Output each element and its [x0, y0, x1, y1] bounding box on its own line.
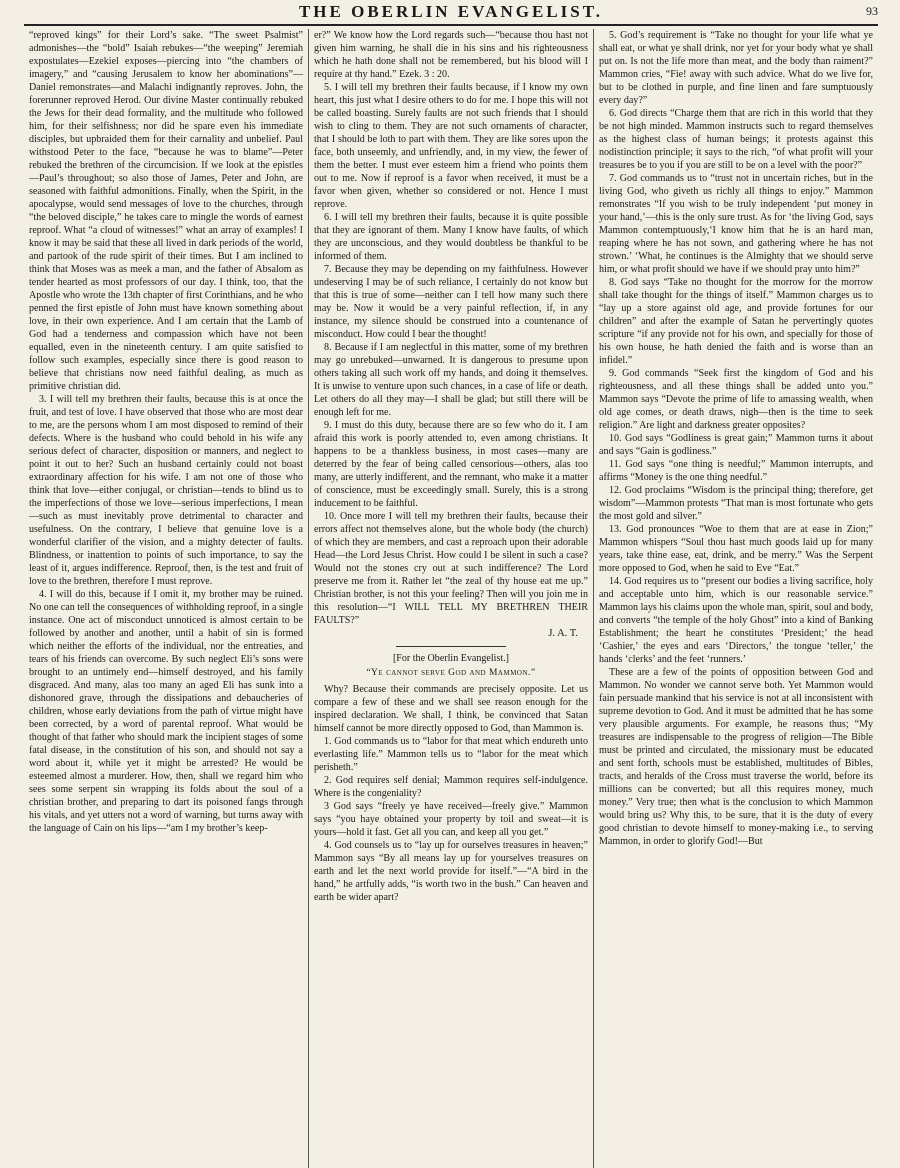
paragraph: 7. God commands us to “trust not in uncertain riches, but in the living God, who giveth us richly all things to enjoy.” Mammon remonstrates “If you wish to be truly independent ‘put money in your hand,’—this is the only sure trust. As for ‘the living God, says Mammon contemptuously,‘I know him that he is an hard man, reaping where he has not sown, and gathering where he has not strown.’ ‘What, he continues is the Almighty that we should serve him, or what profit should we have if we should pray unto him?” — [599, 173, 873, 275]
page-header — [24, 0, 878, 26]
column-1 — [24, 29, 308, 1168]
paragraph: er?” We know how the Lord regards such—“because thou hast not given him warning, he shall die in his sins and his righteousness which he hath done shall not be remembered, but his blood will I require at thy hand.” Ezek. 3 : 20. — [314, 30, 588, 80]
paragraph: These are a few of the points of opposition between God and Mammon. No wonder we cannot serve both. Yet Mammon would fain persuade mankind that his service is not at all inconsistent with supreme devotion to God. And it must be admitted that he has some very plausible arguments. For example, he reasons thus; “My treasures are indispensable to the progress of religion—The Bible must be printed and circulated, the missionary must be educated and sent forth, schools must be established, multitudes of Bibles, tracts, and heralds of the Cross must traverse the world, before its millions can be converted; but all this requires money, much money.” Very true; then what is the conclusion to which Mammon would bring us? Why this, to be sure, that it is the duty of every good christian to devote himself to money-making i.e., to serving Mammon, in order to glorify God!—But — [599, 667, 873, 847]
paragraph: 10. Once more I will tell my brethren their faults, because their errors affect not themselves alone, but the whole body (the church) of which they are members, and cast a reproach upon their adorable Head—the Lord Jesus Christ. How could I be silent in such a case? Would not the stones cry out at such indifference? The Lord preserve me from it. Rather let “the zeal of thy house eat me up.” Christian brother, is not this your feeling? Then will you join me in this resolution—“I WILL TELL MY BRETHREN THEIR FAULTS?” — [314, 511, 588, 626]
paragraph: 9. I must do this duty, because there are so few who do it. I am afraid this work is poorly attended to, even among christians. It happens to be a thankless business, in most cases—many are deterred by the fear of being called censorious—others, alas too many, are utterly indifferent, and the remnant, who make it a matter of conscience, must be exceedingly small. Surely, this is a strong inducement to be faithful. — [314, 420, 588, 509]
paragraph: “reproved kings” for their Lord’s sake. “The sweet Psalmist” admonishes—the “bold” Isaiah rebukes—“the weeping” Jeremiah expostulates—Ezekiel exposes—piercing into “the chambers of imagery,” and “causing Jerusalem to know her abominations”—Daniel remonstrates—and Malachi indignantly reproves. John, the forerunner reproved Herod. Our divine Master continually rebuked the Jews for their dead formality, and the multitude who followed him, for their selfishness; nor did he spare even his immediate disciples, but upbraided them for their carnality and unbelief. Paul withstood Peter to the face, “because he was to blame”—Peter rebuked the brethren of the circumcision. If we look at the epistles—Paul’s throughout; so also those of James, Peter and John, are seasoned with faithful admonitions. Finally, when the Spirit, in the apocalypse, would send messages of love to the churches, through “the beloved disciple,” he takes care to mingle the words of earnest reproof. What “a cloud of witnesses!” what an array of examples! I know it may be said that these all lived in dark periods of the world, and partook of the rude spirit of their times. But I am inclined to think that Moses was as meek a man, and the father of Absalom as tender hearted as most professors of our day. I think, too, that the Apostle who wrote the 13th chapter of first Corinthians, and he who penned the first epistle of John must have known something about love, in their own experience. And I am certain that the Lamb of God had a tenderness and compassion which have not been equalled, even in the nineteenth century. I am quite satisfied to follow such examples, especially since there is good reason to believe that christians now need faithful dealing, as much as primitive christian did. — [29, 30, 303, 392]
signature-text: J. A. T. — [548, 628, 578, 639]
column-3 — [593, 29, 878, 1168]
article-divider — [396, 646, 506, 647]
article-source: [For the Oberlin Evangelist.] — [392, 653, 510, 664]
paragraph: 1. God commands us to “labor for that meat which endureth unto everlasting life.” Mammon tells us to “labor for the meat which perisheth.” — [314, 736, 588, 773]
paragraph: 10. God says “Godliness is great gain;” Mammon turns it about and says “Gain is godliness.” — [599, 433, 873, 457]
paragraph: 5. I will tell my brethren their faults because, if I know my own heart, this just what I desire others to do for me. I hope this will not be called boasting. Surely faults are not such friends that I should wish to cling to them. They are not such ornaments of character, that I should be loth to part with them. They are like sores upon the face, both unseemly, and unfriendly, and, in my view, the fewer of them the better. I must ever esteem him a friend who points them out to me. Now if reproof is a favor when received, it must be a favor when given, whether so considered or not. Hence I must reprove. — [314, 82, 588, 210]
paragraph: 4. God counsels us to “lay up for ourselves treasures in heaven;” Mammon says “By all means lay up for yourselves treasures on earth and let the next world provide for itself.”—“A bird in the hand,” he artfully adds, “is worth two in the bush.” Can heaven and earth be wider apart? — [314, 840, 588, 903]
paragraph: 4. I will do this, because if I omit it, my brother may be ruined. No one can tell the consequences of withholding reproof, in a single instance. One act of misconduct unnoticed is almost certain to be followed by another and another, until a habit of sin is formed which neither the efforts of the individual, nor the entreaties, and tears of his friends can overcome. By such neglect Eli’s sons were brought to an untimely end—himself destroyed, and his family disgraced. And many, alas too many an aged Eli has sunk into a dishonored grave, through the dissipations and debaucheries of children, whose early deviations from the path of virtue might have been corrected, by a word of parental reproof. What would be thought of that father who should mark the incipient stages of some fatal disease, in the constitution of his son, and should not say a word about it, while yet it might be arrested? He would be esteemed almost a murderer. How, then, shall we regard him who sees some serpent sin wrapping its folds about the soul of a christian brother, and preparing to dart its poisoned fangs through his vitals, and yet utters not a word of warning, but turns away with the language of Cain on his lips—“am I my brother’s keep- — [29, 589, 303, 834]
paragraph: 9. God commands “Seek first the kingdom of God and his righteousness, and all these things shall be added unto you.” Mammon says “Devote the prime of life to amassing wealth, when old age comes, or death draws, nigh—then is the time to seek religion.” Are light and darkness greater opposites? — [599, 368, 873, 431]
paragraph: 3 God says “freely ye have received—freely give.” Mammon says “you haye obtained your property by toil and sweat—it is yours—hold it fast. Get all you can, and keep all you get.” — [314, 801, 588, 838]
paragraph: 11. God says “one thing is needful;” Mammon interrupts, and affirms “Money is the one thing needful.” — [599, 459, 873, 483]
article-title: “Ye cannot serve God and Mammon.” — [366, 668, 536, 678]
signature — [314, 627, 588, 640]
column-2 — [308, 29, 593, 1168]
columns — [24, 29, 878, 1168]
page-number: 93 — [866, 4, 878, 18]
paragraph: Why? Because their commands are precisely opposite. Let us compare a few of these and we shall see reason enough for the inspired declaration. We shall, I think, be convinced that Satan himself cannot be more directly opposed to God, than Mammon is. — [314, 684, 588, 734]
paragraph: 12. God proclaims “Wisdom is the principal thing; therefore, get wisdom”—Mammon protests “That man is most fortunate who gets the most gold and silver.” — [599, 485, 873, 522]
paragraph: 2. God requires self denial; Mammon requires self-indulgence. Where is the congeniality? — [314, 775, 588, 799]
paragraph: 5. God’s requirement is “Take no thought for your life what ye shall eat, or what ye shall drink, nor yet for your body what ye shall put on. Is not the life more than meat, and the body than raiment?” Mammon cries, “Fie! away with such advice. What do we live for, but to be clothed in purple, and fine linen and fare sumptuously every day?” — [599, 30, 873, 106]
paragraph: 6. God directs “Charge them that are rich in this world that they be not high minded. Mammon instructs such to regard themselves as the highest class of human beings; it protests against this nodistinction principle; it says to the rich, “of what profit will your treasures be to you if you are still to be on a level with the poor?” — [599, 108, 873, 171]
paragraph: 14. God requires us to “present our bodies a living sacrifice, holy and acceptable unto him, which is our reasonable service.” Mammon lays his claims upon the whole man, spirit, soul and body, and converts “the temple of the holy Ghost” into a kind of Banking Establishment; the heart he constitutes ‘President;’ the head ‘Cashier,’ the eyes and ears ‘Directors,’ the tongue ‘teller,’ the hands ‘clerks’ and the feet ‘runners.’ — [599, 576, 873, 665]
paragraph: 7. Because they may be depending on my faithfulness. However undeserving I may be of such reliance, I certainly do not know but that this is true of some—neither can I tell how many such there may be. Now it would be a very painful reflection, if, in any instance, my silence should be construed into a countenance of misconduct. How could I bear the thought! — [314, 264, 588, 340]
paragraph: 3. I will tell my brethren their faults, because this is at once the fruit, and test of love. I have observed that those who are most dear to me, are the persons whom I am most disposed to remind of their defects. Where is the husband who could behold in his wife any serious defect of character, disposition or manners, and neglect to point it out to her? Such an husband certainly could not boast extraordinary affection for his wife. I am not one of those who think that love—either conjugal, or christian—tends to blind us to the imperfections of those we love—serious imperfections, I mean—such as must inevitably prove detrimental to character and usefulness. On the contrary, I believe that genuine love is a wonderful clarifier of the vision, and a mighty detecter of faults. Blindness, or inattention to points of such importance, to say the least of it, argues indifference. Reproof, then, is the test and fruit of love to the brethren, therefore I must reprove. — [29, 394, 303, 587]
paragraph: 8. God says “Take no thought for the morrow for the morrow shall take thought for the things of itself.” Mammon charges us to “lay up a store against old age, and provide fortunes for our children” and after the example of Satan he pervertingly quotes scripture “if any provide not for his own, and specially for those of his own house, he hath denied the faith and is worse than an infidel.” — [599, 277, 873, 366]
paragraph: 6. I will tell my brethren their faults, because it is quite possible that they are ignorant of them. Many I know have faults, of which they are unconscious, and they would doubtless be thankful to be informed of them. — [314, 212, 588, 262]
masthead: THE OBERLIN EVANGELIST. — [298, 2, 604, 21]
paragraph: 13. God pronounces “Woe to them that are at ease in Zion;” Mammon whispers “Soul thou hast much goods laid up for many years, take thine ease, eat, drink, and be merry.” Was the Serpent more opposed to God, when he said to Eve “Eat.” — [599, 524, 873, 574]
paragraph: 8. Because if I am neglectful in this matter, some of my brethren may go unrebuked—unwarned. It is dangerous to presume upon others taking all such work off my hands, and doing it themselves. It is unwise to venture upon such chances, in a case of life or death. Let others do all they may—I shall be glad; but still there will be enough left for me. — [314, 342, 588, 418]
